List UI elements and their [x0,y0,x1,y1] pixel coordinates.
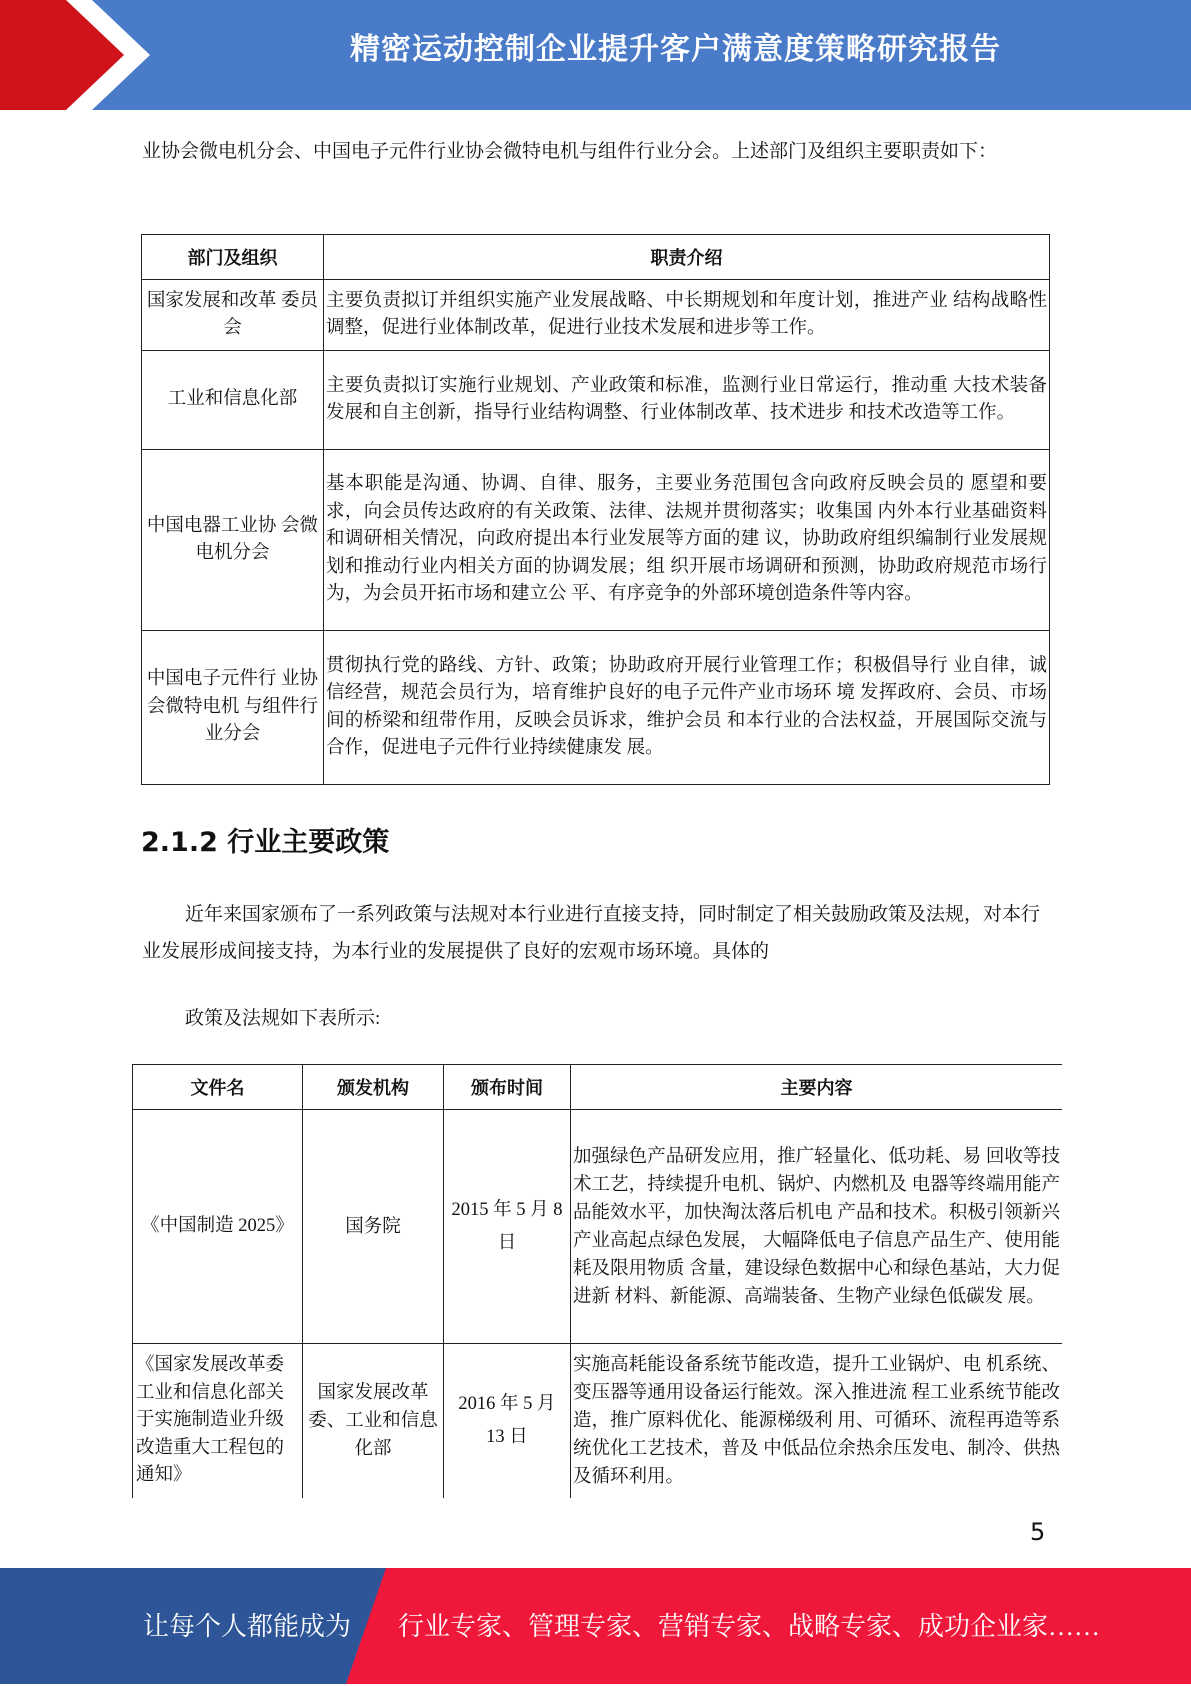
policy-intro-line: 政策及法规如下表所示: [185,1008,381,1029]
column-header: 职责介绍 [324,235,1050,280]
doc-name-cell: 《国家发展改革委工业和信息化部关于实施制造业升级改造重大工程包的通知》 [133,1344,303,1498]
table-row [133,1110,1063,1344]
column-header: 颁布时间 [444,1065,571,1110]
footer-slogan-left: 让每个人都能成为 [143,1612,352,1641]
duty-cell: 贯彻执行党的路线、方针、政策；协助政府开展行业管理工作；积极倡导行 业自律，诚信经营，规范会员行为，培育维护良好的电子元件产业市场环 境 发挥政府、会员、市场间的桥梁和纽带作用，反映会员诉求，维护会员 和本行业的合法权益，开展国际交流与合作，促进电子元件行业持续健康发 展。 [324,631,1050,785]
column-header: 颁发机构 [303,1065,444,1110]
content-cell: 加强绿色产品研发应用，推广轻量化、低功耗、易 回收等技术工艺，持续提升电机、锅炉、内燃机及 电器等终端用能产品能效水平，加快淘汰落后机电 产品和技术。积极引领新兴产业高起点绿色发展， 大幅降低电子信息产品生产、使用能耗及限用物质 含量，建设绿色数据中心和绿色基站，大力促进新 材料、新能源、高端装备、生物产业绿色低碳发 展。 [571,1110,1063,1344]
page-number: 5 [1030,1518,1046,1546]
content-cell: 实施高耗能设备系统节能改造，提升工业锅炉、电 机系统、变压器等通用设备运行能效。深入推进流 程工业系统节能改造，推广原料优化、能源梯级利 用、可循环、流程再造等系统优化工艺技术，普及 中低品位余热余压发电、制冷、供热及循环利用。 [571,1344,1063,1498]
policies-table [132,1064,1062,1498]
intro-paragraph: 业协会微电机分会、中国电子元件行业协会微特电机与组件行业分会。上述部门及组织主要职责如下： [142,141,998,162]
org-cell: 中国电子元件行 业协会微特电机 与组件行业分会 [142,631,324,785]
org-cell: 工业和信息化部 [142,351,324,450]
duty-cell: 主要负责拟订实施行业规划、产业政策和标准，监测行业日常运行，推动重 大技术装备发展和自主创新，指导行业结构调整、行业体制改革、技术进步 和技术改造等工作。 [324,351,1050,450]
table-row [142,450,1050,631]
issuer-cell: 国家发展改革委、工业和信息化部 [303,1344,444,1498]
table-row [142,351,1050,450]
page-header [0,0,1191,110]
date-cell: 2016 年 5 月 13 日 [444,1344,571,1498]
table-row [142,280,1050,351]
organizations-table [141,234,1050,785]
table-row [142,631,1050,785]
column-header: 文件名 [133,1065,303,1110]
footer-slogan-right: 行业专家、管理专家、营销专家、战略专家、成功企业家…… [398,1612,1101,1641]
date-cell: 2015 年 5 月 8 日 [444,1110,571,1344]
page-footer [0,1568,1191,1684]
table-header-row [142,235,1050,280]
issuer-cell: 国务院 [303,1110,444,1344]
policy-paragraph: 近年来国家颁布了一系列政策与法规对本行业进行直接支持，同时制定了相关鼓励政策及法规，对本行业发展形成间接支持，为本行业的发展提供了良好的宏观市场环境。具体的 [142,904,1041,962]
org-cell: 中国电器工业协 会微电机分会 [142,450,324,631]
header-chevron-decoration [0,0,200,110]
column-header: 部门及组织 [142,235,324,280]
column-header: 主要内容 [571,1065,1063,1110]
section-heading: 2.1.2 行业主要政策 [141,827,390,858]
doc-name-cell: 《中国制造 2025》 [133,1110,303,1344]
table-row [133,1344,1063,1498]
duty-cell: 主要负责拟订并组织实施产业发展战略、中长期规划和年度计划，推进产业 结构战略性调整，促进行业体制改革，促进行业技术发展和进步等工作。 [324,280,1050,351]
duty-cell: 基本职能是沟通、协调、自律、服务，主要业务范围包含向政府反映会员的 愿望和要求，向会员传达政府的有关政策、法律、法规并贯彻落实；收集国 内外本行业基础资料和调研相关情况，向政府提出本行业发展等方面的建 议，协助政府组织编制行业发展规划和推动行业内相关方面的协调发展；组 织开展市场调研和预测，协助政府规范市场行为，为会员开拓市场和建立公 平、有序竞争的外部环境创造条件等内容。 [324,450,1050,631]
org-cell: 国家发展和改革 委员会 [142,280,324,351]
report-title: 精密运动控制企业提升客户满意度策略研究报告 [350,32,1001,67]
table-header-row [133,1065,1063,1110]
